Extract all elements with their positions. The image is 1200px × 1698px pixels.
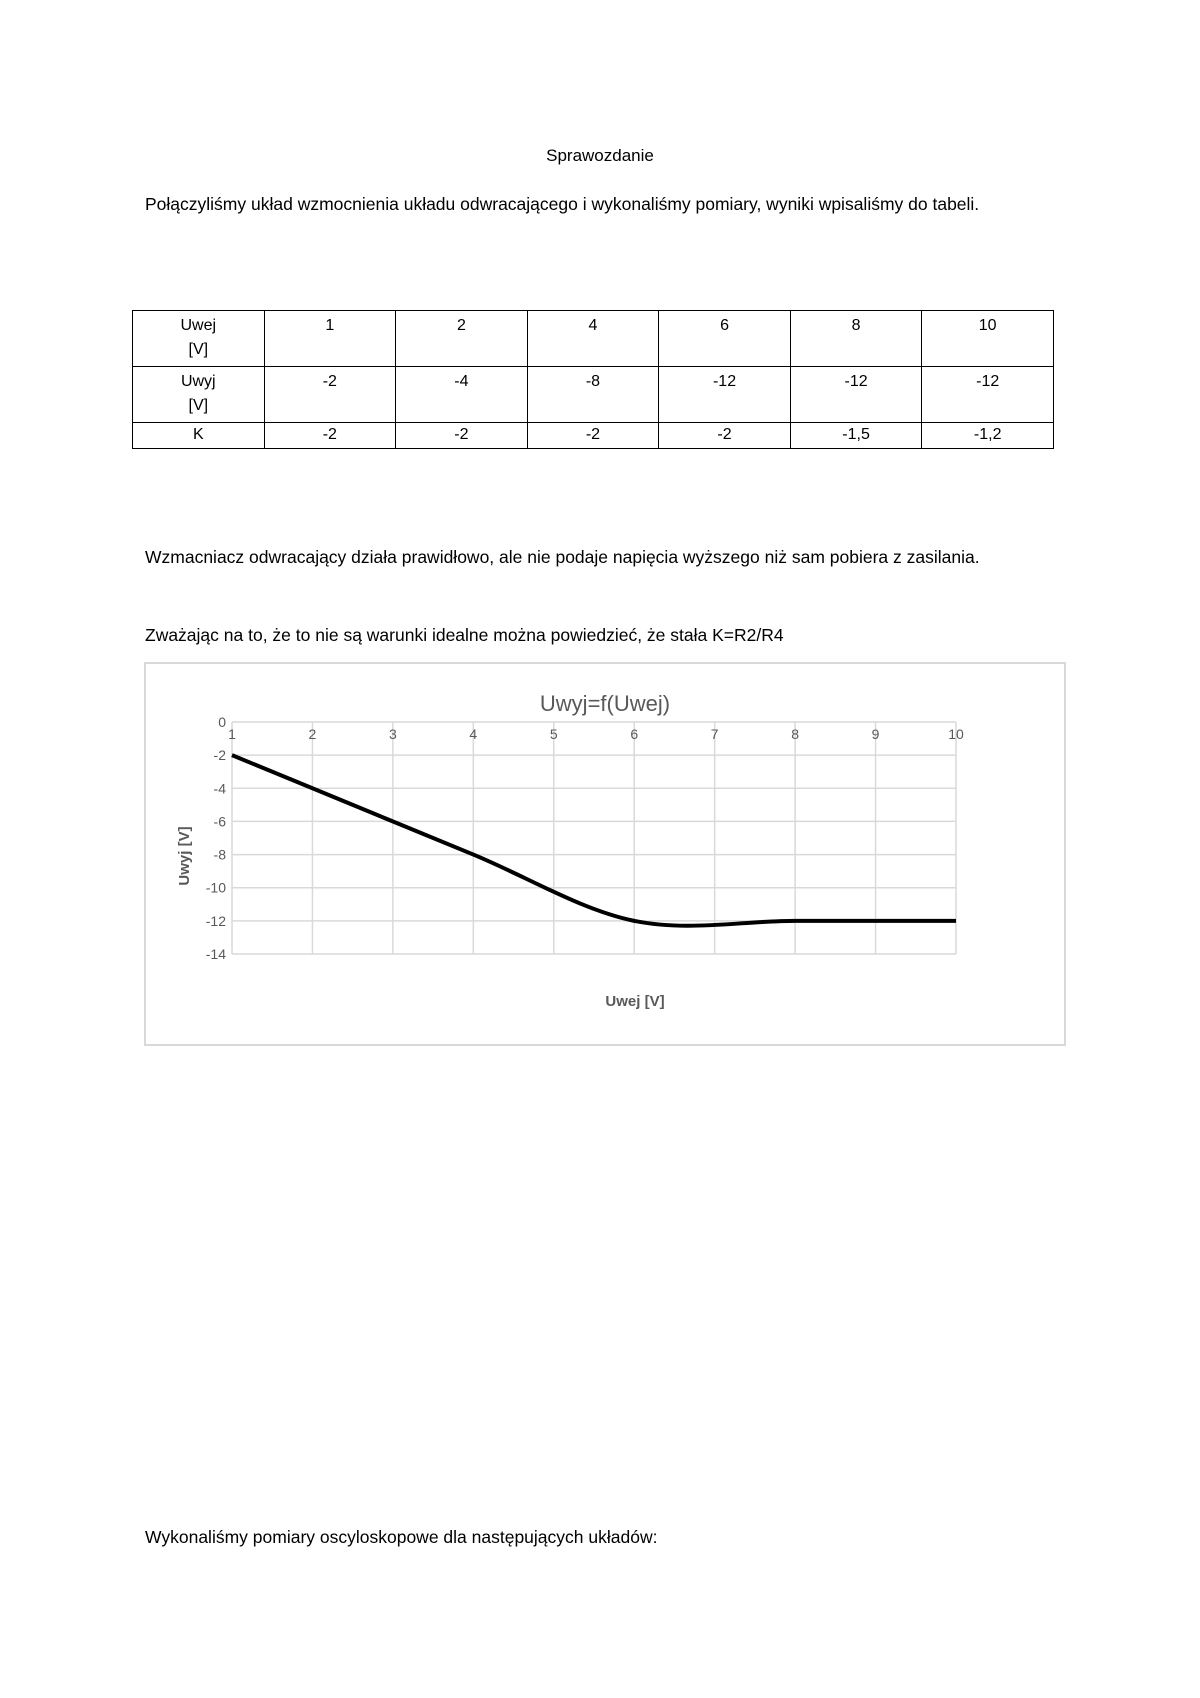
table-row — [133, 423, 1054, 449]
gain-paragraph: Zważając na to, że to nie są warunki idealne można powiedzieć, że stała K=R2/R4 — [145, 625, 784, 645]
table-row-header — [133, 311, 265, 367]
y-tick-label: -14 — [205, 946, 226, 962]
row-unit: [V] — [188, 397, 209, 414]
x-tick-label: 5 — [549, 726, 558, 742]
table-cell: -1,5 — [790, 423, 922, 449]
conclusion-paragraph: Wzmacniacz odwracający działa prawidłowo, ale nie podaje napięcia wyższego niż sam pobiera z zasilania. — [145, 547, 980, 567]
table-cell: -2 — [264, 367, 396, 423]
chart-title: Uwyj=f(Uwej) — [539, 691, 671, 716]
row-label: Uwyj — [180, 373, 216, 390]
table-cell: 4 — [527, 311, 659, 367]
intro-paragraph: Połączyliśmy układ wzmocnienia układu odwracającego i wykonaliśmy pomiary, wyniki wpisaliśmy do tabeli. — [145, 194, 980, 214]
x-tick-label: 9 — [871, 726, 880, 742]
x-tick-label: 4 — [469, 726, 478, 742]
table-row-header — [133, 423, 265, 449]
x-tick-label: 3 — [388, 726, 397, 742]
series-line — [232, 755, 956, 926]
row-label: K — [192, 426, 204, 443]
table-cell: -12 — [790, 367, 922, 423]
table-cell: 6 — [659, 311, 791, 367]
table-cell: -12 — [922, 367, 1054, 423]
table-row-header — [133, 367, 265, 423]
x-tick-label: 7 — [710, 726, 719, 742]
x-tick-label: 10 — [948, 726, 964, 742]
y-tick-label: -4 — [213, 780, 226, 797]
series-layer — [232, 755, 956, 926]
x-tick-label: 6 — [630, 726, 639, 742]
y-tick-label: -10 — [205, 879, 226, 896]
table-cell: -2 — [527, 423, 659, 449]
measurement-table — [132, 310, 1054, 449]
tick-labels — [206, 714, 964, 962]
y-tick-label: -6 — [213, 813, 226, 830]
table-cell: 1 — [264, 311, 396, 367]
table-cell: -8 — [527, 367, 659, 423]
row-unit: [V] — [188, 341, 209, 358]
table-cell: -4 — [396, 367, 528, 423]
table-cell: 8 — [790, 311, 922, 367]
y-tick-label: -2 — [213, 747, 226, 764]
chart-frame — [144, 662, 1066, 1046]
y-tick-label: -8 — [213, 846, 226, 863]
page-title: Sprawozdanie — [546, 146, 654, 165]
x-tick-label: 2 — [308, 726, 317, 742]
x-axis-label: Uwej [V] — [605, 993, 665, 1010]
table-row — [133, 311, 1054, 367]
x-tick-label: 8 — [791, 726, 800, 742]
table-cell: -2 — [264, 423, 396, 449]
row-label: Uwej — [180, 317, 217, 334]
line-chart — [146, 664, 1064, 1044]
table-cell: -12 — [659, 367, 791, 423]
y-axis-label: Uwyj [V] — [176, 826, 193, 886]
y-tick-label: -12 — [205, 912, 226, 929]
table-cell: 10 — [922, 311, 1054, 367]
table-cell: -2 — [659, 423, 791, 449]
table-cell: -1,2 — [922, 423, 1054, 449]
table-row — [133, 367, 1054, 423]
x-tick-label: 1 — [228, 726, 236, 742]
oscilloscope-paragraph: Wykonaliśmy pomiary oscyloskopowe dla następujących układów: — [145, 1527, 658, 1547]
table-cell: 2 — [396, 311, 528, 367]
table-cell: -2 — [396, 423, 528, 449]
y-tick-label: 0 — [218, 714, 226, 730]
